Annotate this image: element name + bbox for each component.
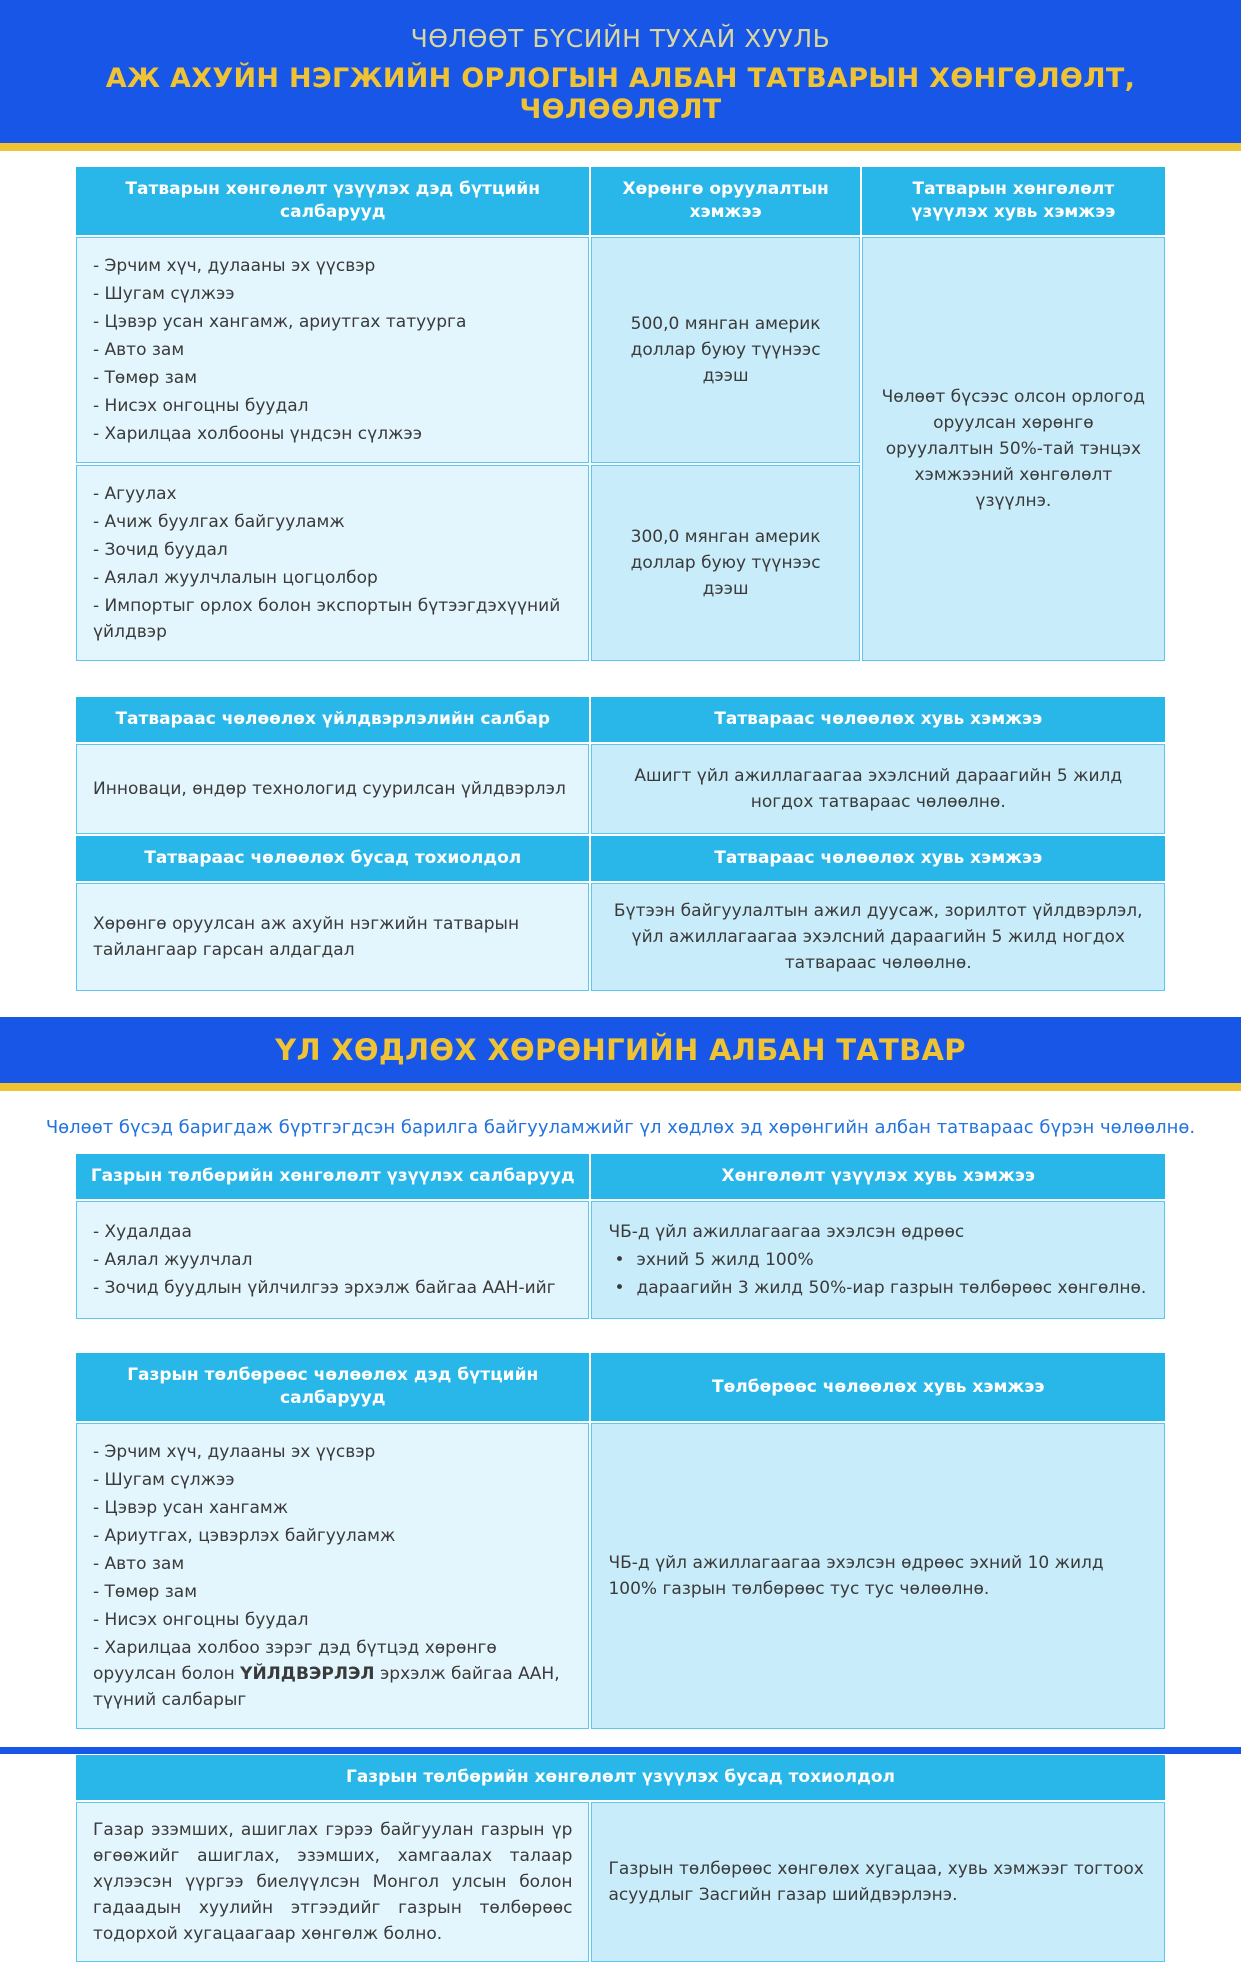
- table1-merged-note: Чөлөөт бүсээс олсон орлогод оруулсан хөрөнгө оруулалтын 50%-тай тэнцэх хэмжээний хөнгөлөлт үзүүлнэ.: [862, 237, 1165, 661]
- table1-row1-amount: 500,0 мянган америк доллар буюу түүнээс дээш: [591, 237, 859, 463]
- property-tax-title: ҮЛ ХӨДЛӨХ ХӨРӨНГИЙН АЛБАН ТАТВАР: [275, 1033, 966, 1067]
- table4-header-left: Газрын төлбөрөөс чөлөөлөх дэд бүтцийн салбарууд: [76, 1353, 589, 1421]
- table3-header-left: Газрын төлбөрийн хөнгөлөлт үзүүлэх салбарууд: [76, 1154, 589, 1199]
- property-tax-banner: [0, 1017, 1241, 1083]
- table-land-fee-discount: [76, 1154, 1165, 1319]
- table3-row-right: ЧБ-д үйл ажиллагаагаа эхэлсэн өдрөөс • эхний 5 жилд 100% • дараагийн 3 жилд 50%-иар газрын төлбөрөөс хөнгөлнө.: [591, 1201, 1165, 1319]
- top-banner: [0, 0, 1241, 143]
- table5-row-right: Газрын төлбөрөөс хөнгөлөх хугацаа, хувь хэмжээг тогтоох асуудлыг Засгийн газар шийдвэрлэнэ.: [591, 1802, 1165, 1962]
- table2-header1-right: Татвараас чөлөөлөх хувь хэмжээ: [591, 697, 1165, 742]
- law-subtitle: ЧӨЛӨӨТ БҮСИЙН ТУХАЙ ХУУЛЬ: [410, 24, 831, 53]
- table1-row2-sectors: - Агуулах - Ачиж буулгах байгууламж - Зочид буудал - Аялал жуулчлалын цогцолбор - Импортыг орлох болон экспортын бүтээгдэхүүний үйлдвэр: [76, 465, 589, 661]
- bottom-blue-bar: [0, 1747, 1241, 1754]
- table1-header-sectors: Татварын хөнгөлөлт үзүүлэх дэд бүтцийн салбарууд: [76, 167, 589, 235]
- table2-header2-left: Татвараас чөлөөлөх бусад тохиолдол: [76, 836, 589, 881]
- table-land-fee-other-cases: [76, 1755, 1165, 1962]
- table4-last-item: - Харилцаа холбоо зэрэг дэд бүтцэд хөрөнгө оруулсан болон ҮЙЛДВЭРЛЭЛ эрхэлж байгаа ААН, түүний салбарыг: [93, 1638, 560, 1710]
- table1-row1-sectors: - Эрчим хүч, дулааны эх үүсвэр - Шугам сүлжээ - Цэвэр усан хангамж, ариутгах татуурга - Авто зам - Төмөр зам - Нисэх онгоцны буудал - Харилцаа холбооны үндсэн сүлжээ: [76, 237, 589, 463]
- property-tax-intro: Чөлөөт бүсэд баригдаж бүртгэгдсэн барилга байгууламжийг үл хөдлөх эд хөрөнгийн албан татвараас бүрэн чөлөөлнө.: [45, 1117, 1196, 1138]
- table5-row-left: Газар эзэмших, ашиглах гэрээ байгуулан газрын үр өгөөжийг ашиглах, эзэмших, хамгаалах талаар хүлээсэн үүргээ биелүүлсэн Монгол улсын болон гадаадын хуулийн этгээдийг газрын төлбөрөөс тодорхой хугацаагаар хөнгөлж болно.: [76, 1802, 589, 1962]
- table4-header-right: Төлбөрөөс чөлөөлөх хувь хэмжээ: [591, 1353, 1165, 1421]
- table4-row-left: - Эрчим хүч, дулааны эх үүсвэр - Шугам сүлжээ - Цэвэр усан хангамж - Ариутгах, цэвэрлэх байгууламж - Авто зам - Төмөр зам - Нисэх онгоцны буудал - Харилцаа холбоо зэрэг дэд бүтцэд хөрөнгө оруулсан болон ҮЙЛДВЭРЛЭЛ эрхэлж байгаа ААН, түүний салбарыг: [76, 1423, 589, 1729]
- table2-row1-left: Инноваци, өндөр технологид суурилсан үйлдвэрлэл: [76, 744, 589, 834]
- table-land-fee-exemption: [76, 1353, 1165, 1729]
- table2-header2-right: Татвараас чөлөөлөх хувь хэмжээ: [591, 836, 1165, 881]
- table3-header-right: Хөнгөлөлт үзүүлэх хувь хэмжээ: [591, 1154, 1165, 1199]
- emphasized-word: ҮЙЛДВЭРЛЭЛ: [240, 1664, 375, 1684]
- gold-divider-middle: [0, 1083, 1241, 1091]
- bullet-icon: •: [614, 1278, 625, 1298]
- table1-header-investment: Хөрөнгө оруулалтын хэмжээ: [591, 167, 859, 235]
- page-title: АЖ АХУЙН НЭГЖИЙН ОРЛОГЫН АЛБАН ТАТВАРЫН ХӨНГӨЛӨЛТ, ЧӨЛӨӨЛӨЛТ: [105, 63, 1136, 125]
- table-tax-exemption: [76, 697, 1165, 991]
- table5-header: Газрын төлбөрийн хөнгөлөлт үзүүлэх бусад тохиолдол: [76, 1755, 1165, 1800]
- table1-header-rate: Татварын хөнгөлөлт үзүүлэх хувь хэмжээ: [862, 167, 1165, 235]
- table2-row2-right: Бүтээн байгуулалтын ажил дуусаж, зорилтот үйлдвэрлэл, үйл ажиллагаагаа эхэлсний дараагийн 5 жилд ногдох татвараас чөлөөлнө.: [591, 883, 1165, 991]
- table3-row-left: - Худалдаа - Аялал жуулчлал - Зочид буудлын үйлчилгээ эрхэлж байгаа ААН-ийг: [76, 1201, 589, 1319]
- content-area: [0, 167, 1241, 991]
- table2-row1-right: Ашигт үйл ажиллагаагаа эхэлсний дараагийн 5 жилд ногдох татвараас чөлөөлнө.: [591, 744, 1165, 834]
- content-area-2: [0, 1154, 1241, 1962]
- bullet-icon: •: [614, 1250, 625, 1270]
- table4-row-right: ЧБ-д үйл ажиллагаагаа эхэлсэн өдрөөс эхний 10 жилд 100% газрын төлбөрөөс тус тус чөлөөлнө.: [591, 1423, 1165, 1729]
- table1-row2-amount: 300,0 мянган америк доллар буюу түүнээс дээш: [591, 465, 859, 661]
- table2-header1-left: Татвараас чөлөөлөх үйлдвэрлэлийн салбар: [76, 697, 589, 742]
- table2-row2-left: Хөрөнгө оруулсан аж ахуйн нэгжийн татварын тайлангаар гарсан алдагдал: [76, 883, 589, 991]
- table-income-tax-relief: [76, 167, 1165, 661]
- gold-divider-top: [0, 143, 1241, 151]
